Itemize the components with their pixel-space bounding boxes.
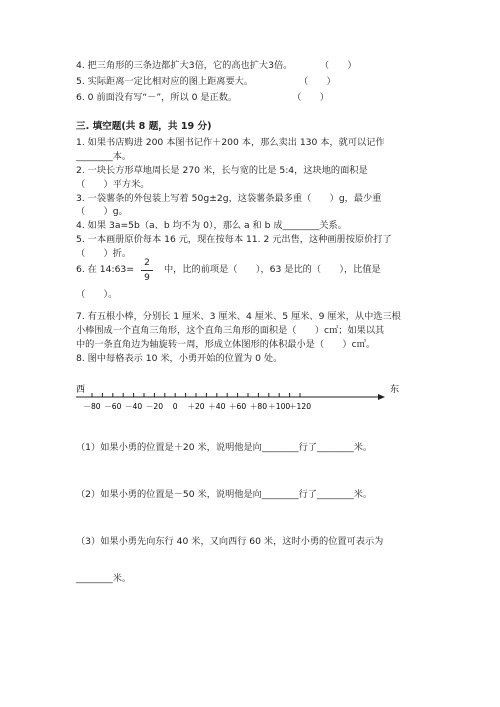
number-line-tick-label: ＋100 (268, 402, 291, 411)
number-line-tick-label: －20 (145, 402, 164, 411)
number-line-tick-label: －60 (104, 402, 122, 411)
number-line-tick-label: ＋80 (249, 402, 268, 411)
fill-q7-line3: 中的一条直角边为轴旋转一周，形成立体图形的体积最小是（ ）c㎥。 (76, 339, 376, 350)
fill-q7-line1: 7. 有五根小棒，分别长 1 厘米、3 厘米、4 厘米、5 厘米、9 厘米，从中选三根 (76, 311, 401, 322)
fraction (141, 258, 153, 283)
number-line-tick-label: ＋20 (187, 402, 205, 411)
number-line-tick-label: －40 (124, 402, 143, 411)
number-line (76, 383, 416, 413)
number-line-arrow (378, 394, 385, 400)
fill-q8: 8. 图中每格表示 10 米，小勇开始的位置为 0 处。 (76, 353, 283, 364)
east-label: 东 (390, 385, 400, 395)
judge-q5: 5. 实际距离一定比相对应的图上距离要大。 （ ） (76, 76, 336, 87)
number-line-tick-label: 0 (172, 402, 178, 411)
judge-q6: 6. 0 前面没有写“－”，所以 0 是正数。 （ ） (76, 92, 329, 103)
judge-q4: 4. 把三角形的三条边都扩大3倍，它的高也扩大3倍。 （ ） (76, 60, 357, 71)
fill-q6-line1-end: 中，比的前项是（ ），63 是比的（ ），比值是 (164, 264, 381, 275)
fraction-denominator: 9 (144, 273, 150, 283)
fill-q1-line1: 1. 如果书店购进 200 本图书记作＋200 本，那么卖出 130 本，就可以记作 (76, 137, 385, 148)
sub-q3-line1: （3）如果小勇先向东行 40 米，又向西行 60 米，这时小勇的位置可表示为 (76, 536, 384, 547)
sub-q1: （1）如果小勇的位置是＋20 米，说明他是向________行了________米。 (76, 442, 373, 453)
fill-q6-line2: （ ）。 (76, 289, 118, 300)
fill-q3-line2: （ ）g。 (76, 206, 128, 217)
number-line-tick-label: －80 (83, 402, 101, 411)
fill-q6-line1-start: 6. 在 14:63= (76, 264, 134, 275)
number-line-tick-label: ＋60 (228, 402, 247, 411)
number-line-tick-label: ＋120 (288, 402, 312, 411)
fill-q4: 4. 如果 3a=5b（a、b 均不为 0），那么 a 和 b 成________关系。 (76, 220, 347, 231)
fraction-bar (141, 270, 153, 271)
fraction-numerator: 2 (144, 258, 150, 268)
section3-title: 三. 填空题(共 8 题，共 19 分) (76, 121, 212, 132)
sub-q3-line2: ________米。 (76, 573, 132, 584)
fill-q5-line1: 5. 一本画册原价每本 16 元，现在按每本 11. 2 元出售，这种画册按原价打了 (76, 234, 392, 245)
fill-q7-line2: 小棒围成一个直角三角形，这个直角三角形的面积是（ ）c㎡；如果以其 (76, 325, 385, 336)
number-line-tick-label: ＋40 (208, 402, 226, 411)
west-label: 西 (76, 385, 86, 395)
fill-q3-line1: 3. 一袋薯条的外包装上写着 50g±2g，这袋薯条最多重（ ）g，最少重 (76, 193, 382, 204)
fill-q1-line2: ________本。 (76, 151, 132, 162)
fill-q2-line2: （ ）平方米。 (76, 179, 150, 190)
fill-q5-line2: （ ）折。 (76, 248, 132, 259)
fill-q2-line1: 2. 一块长方形草地周长是 270 米，长与宽的比是 5:4，这块地的面积是 (76, 165, 368, 176)
sub-q2: （2）如果小勇的位置是－50 米，说明他是向________行了________米。 (76, 489, 373, 500)
